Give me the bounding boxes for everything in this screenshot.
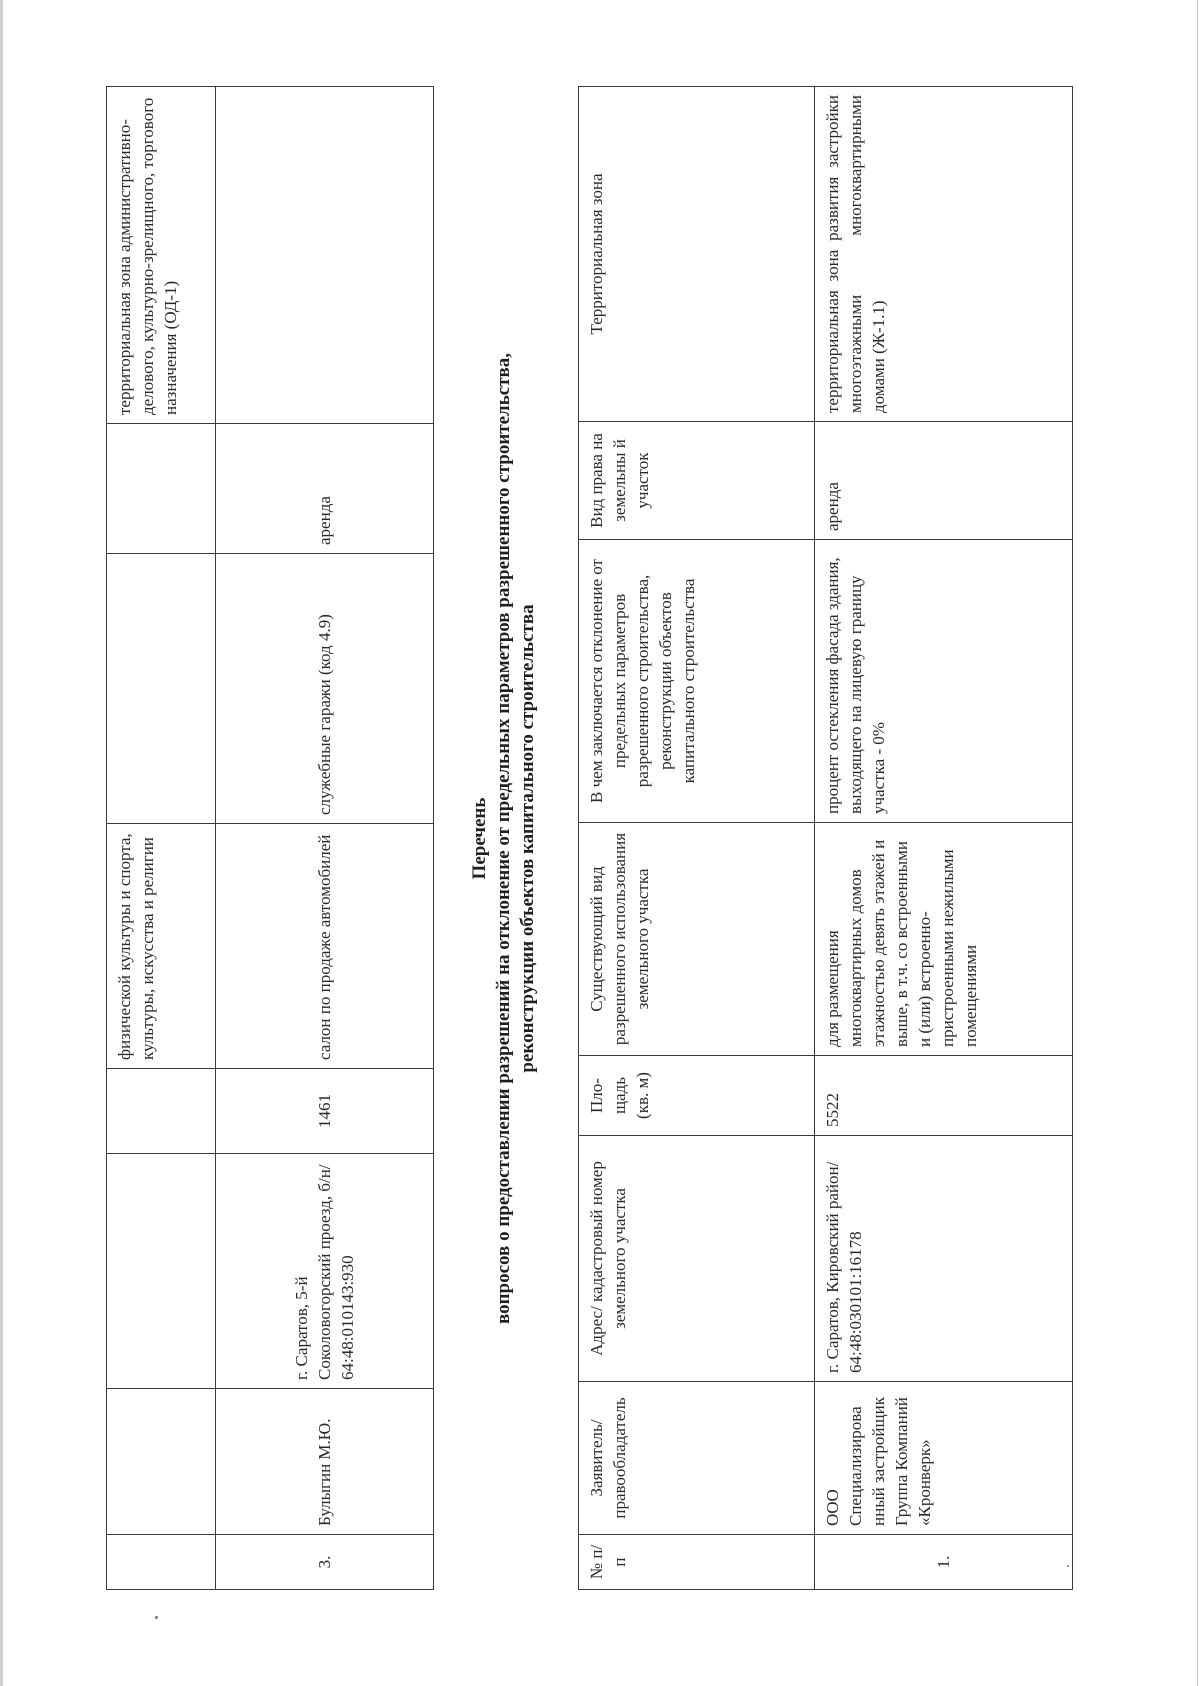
table-cell [107, 1389, 216, 1535]
table-cell: территориальная зона административно-делового, культурно-зрелищного, торгового назначения (ОД-1) [107, 87, 216, 424]
row-number: 3. [216, 1535, 434, 1590]
zone-cell [216, 87, 434, 424]
table-row [107, 87, 216, 1590]
table-row [815, 87, 1073, 1590]
table-row [216, 87, 434, 1590]
header-applicant: Заявитель/ правообладатель [579, 1382, 815, 1535]
header-zone: Территориальная зона [579, 87, 815, 422]
header-deviation: В чем заключается отклонение от предельных параметров разрешенного строительства, реконструкции объектов капитального строительства [579, 540, 815, 823]
area-cell: 1461 [216, 1069, 434, 1154]
table-cell [107, 1154, 216, 1389]
right-type-cell: аренда [815, 422, 1073, 540]
document-heading [468, 87, 540, 1590]
table-cell [107, 1535, 216, 1590]
bottom-table [578, 86, 1073, 1590]
top-table [106, 86, 434, 1590]
header-number: № п/п [579, 1535, 815, 1590]
zone-cell: территориальная зона развития застройки многоэтажными многоквартирными домами (Ж-1.1) [815, 87, 1073, 422]
header-existing-use: Существующий вид разрешенного использования земельного участка [579, 823, 815, 1056]
existing-use-continued: физической культуры и спорта, культуры, искусства и религии [107, 824, 216, 1069]
existing-use-cell: для размещения многоквартирных домов этажностью девять этажей и выше, в т.ч. со встроенными и (или) встроенно-пристроенными нежилыми помещениями [815, 823, 1073, 1056]
heading-line-1: вопросов о предоставлении разрешений на отклонение от предельных параметров разрешенного строительства, [493, 352, 514, 1325]
header-area: Пло-щадь (кв. м) [579, 1056, 815, 1136]
deviation-cell: служебные гаражи (код 4.9) [216, 554, 434, 824]
area-cell: 5522 [815, 1056, 1073, 1136]
table-header-row [579, 87, 815, 1590]
table-cell [107, 1069, 216, 1154]
heading-title: Перечень [469, 797, 490, 880]
right-type-cell: аренда [216, 424, 434, 554]
deviation-cell: процент остекления фасада здания, выходящего на лицевую границу участка - 0% [815, 540, 1073, 823]
table-cell [107, 554, 216, 824]
row-number: 1. [815, 1535, 1073, 1590]
header-address: Адрес/ кадастровый номер земельного участка [579, 1136, 815, 1382]
table-cell [107, 424, 216, 554]
heading-line-2: реконструкции объектов капитального строительства [517, 604, 538, 1073]
applicant-cell: Булыгин М.Ю. [216, 1389, 434, 1535]
address-cell: г. Саратов, 5-й Соколовогорский проезд, б/н/ 64:48:010143:930 [216, 1154, 434, 1389]
header-right-type: Вид права на земельны й участок [579, 422, 815, 540]
existing-use-cell: салон по продаже автомобилей [216, 824, 434, 1069]
address-cell: г. Саратов, Кировский район/ 64:48:030101:16178 [815, 1136, 1073, 1382]
applicant-cell: ООО Специализирова нный застройщик Группа Компаний «Кронверк» [815, 1382, 1073, 1535]
